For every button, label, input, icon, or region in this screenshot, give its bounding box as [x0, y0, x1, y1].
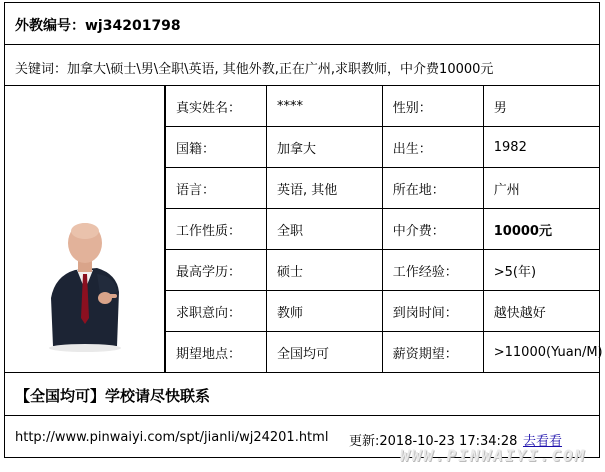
teacher-profile-card: [4, 2, 603, 458]
profile-row: [166, 86, 600, 127]
profile-row: [166, 168, 600, 209]
field-label: 所在地：: [382, 168, 483, 209]
profile-row: [166, 250, 600, 291]
field-label: 最高学历：: [166, 250, 267, 291]
view-link[interactable]: 去看看: [523, 434, 563, 449]
profile-row: [166, 291, 600, 332]
profile-row: [166, 209, 600, 250]
teacher-photo: [5, 86, 164, 372]
field-label: 出生：: [382, 127, 483, 168]
field-value: 全国均可: [267, 332, 383, 373]
field-label: 薪资期望：: [382, 332, 483, 373]
field-value: 广州: [483, 168, 599, 209]
updated-timestamp: 更新:2018-10-23 17:34:28: [349, 434, 518, 449]
field-value: 硕士: [267, 250, 383, 291]
field-value: >11000(Yuan/M): [483, 332, 599, 373]
keywords-text: 关键词：加拿大\硕士\男\全职\英语, 其他外教,正在广州,求职教师，中介费10000元: [15, 62, 494, 77]
field-label: 中介费：: [382, 209, 483, 250]
field-value: >5(年): [483, 250, 599, 291]
field-label: 工作经验：: [382, 250, 483, 291]
field-value: 教师: [267, 291, 383, 332]
profile-table: [165, 86, 603, 373]
field-value: 男: [483, 86, 599, 127]
title-row: [5, 3, 599, 45]
field-value: 越快越好: [483, 291, 599, 332]
callout-row: [5, 373, 599, 416]
teacher-id-title: 外教编号：wj34201798: [15, 18, 181, 34]
field-label: 语言：: [166, 168, 267, 209]
field-value: 10000元: [483, 209, 599, 250]
field-label: 到岗时间：: [382, 291, 483, 332]
photo-cell: [5, 86, 165, 373]
field-label: 真实姓名：: [166, 86, 267, 127]
field-value: ****: [267, 86, 383, 127]
profile-url: http://www.pinwaiyi.com/spt/jianli/wj24201.html: [15, 430, 329, 445]
field-label: 性别：: [382, 86, 483, 127]
field-label: 国籍：: [166, 127, 267, 168]
field-label: 期望地点：: [166, 332, 267, 373]
field-label: 求职意向：: [166, 291, 267, 332]
keywords-row: [5, 45, 599, 86]
profile-row: [166, 332, 600, 373]
field-value: 全职: [267, 209, 383, 250]
field-value: 加拿大: [267, 127, 383, 168]
field-value: 1982: [483, 127, 599, 168]
site-watermark: WWW.PINWAIYI.COM: [400, 446, 587, 465]
field-label: 工作性质：: [166, 209, 267, 250]
field-value: 英语, 其他: [267, 168, 383, 209]
profile-row: [166, 127, 600, 168]
callout-text: 【全国均可】学校请尽快联系: [15, 387, 211, 405]
